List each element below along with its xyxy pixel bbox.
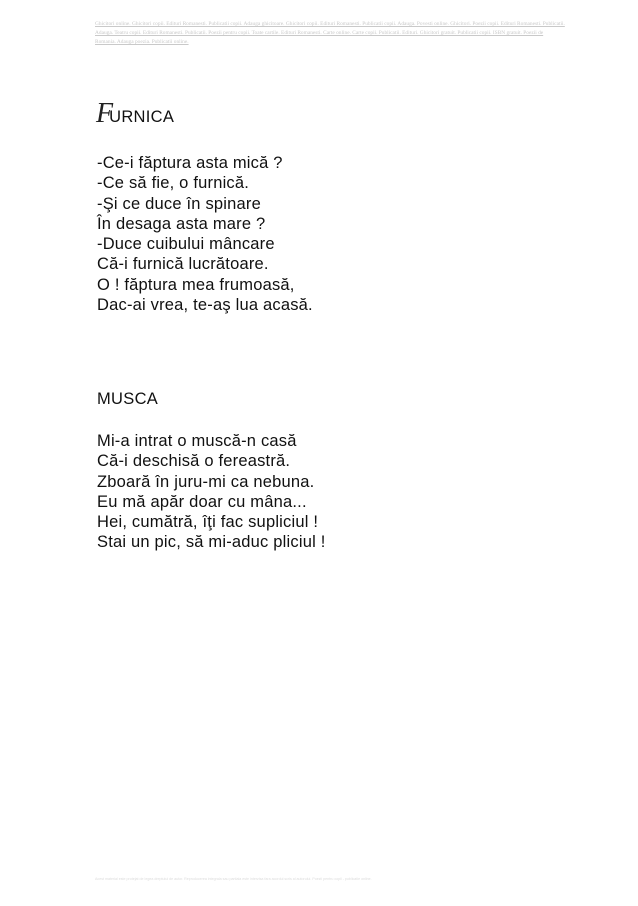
poem-line: -Ce să fie, o furnică. xyxy=(97,174,250,193)
poem-line: Că-i deschisă o fereastră. xyxy=(97,452,291,471)
poem-line: -Ce-i făptura asta mică ? xyxy=(97,154,283,172)
poem-title-musca: MUSCA xyxy=(97,390,159,408)
title-dropcap: F xyxy=(96,98,110,129)
poem-body-furnica xyxy=(97,153,313,315)
header-links-text[interactable]: Ghicitori online. Ghicitori copii. Edituri Romanesti. Publicatii copii. Adauga ghicitoare. Ghicitori copii. Edituri Romanesti. Publicatii copii. Adauga. Povesti online. Ghicitori. Poezii copii. Edituri Romanesti. Publicatii. Adauga. Teatru copii. Edituri Romanesti. Publicatii. Poezii pentru copii. Toate cartile. Edituri Romanesti. Carte online. Carte copii. Publicatii. Edituri. Ghicitori gratuit. Publicatii copii. ISBN gratuit. Poezii de Romania. Adauga poezia. Publicatii online. xyxy=(95,21,565,45)
poem-line: -Duce cuibului mâncare xyxy=(97,235,275,254)
poem-line: În desaga asta mare ? xyxy=(97,214,266,233)
poem-line: O ! făptura mea frumoasă, xyxy=(97,275,295,294)
poem-line: Că-i furnică lucrătoare. xyxy=(97,255,269,274)
header-link-list[interactable] xyxy=(95,20,565,47)
poem-line: Dac-ai vrea, te-aş lua acasă. xyxy=(97,296,313,315)
poem-line: -Şi ce duce în spinare xyxy=(97,194,261,213)
poem-line: Hei, cumătră, îţi fac supliciul ! xyxy=(97,513,319,532)
poem-line: Eu mă apăr doar cu mâna... xyxy=(97,492,307,511)
poem-title-furnica xyxy=(96,100,174,128)
title-rest: URNICA xyxy=(109,108,175,126)
poem-line: Zboară în juru-mi ca nebuna. xyxy=(97,472,315,491)
poem-line: Stai un pic, să mi-aduc pliciul ! xyxy=(97,533,326,552)
poem-line: Mi-a intrat o muscă-n casă xyxy=(97,432,297,450)
poem-body-musca xyxy=(97,431,326,553)
footer-note: Acest material este protejat de legea dreptului de autor. Reproducerea integrala sau partiala este interzisa fara acordul scris al autorului. Poezii pentru copii - publicatie online. xyxy=(95,877,372,881)
